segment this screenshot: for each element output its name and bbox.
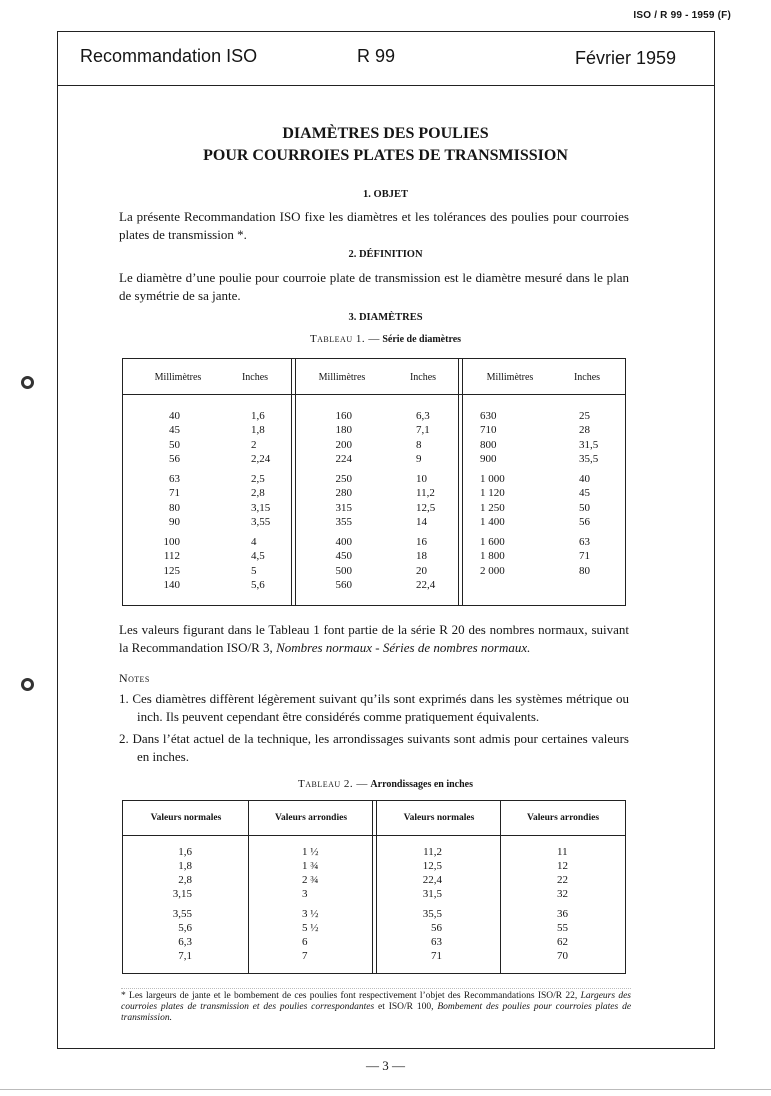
table1-cell-millimetres: 630 [480, 410, 497, 422]
table2-column-divider [372, 800, 373, 974]
table1-header-cell: Millimètres [154, 372, 202, 383]
table1-cell-millimetres: 160 [335, 410, 352, 422]
table1-cell-inches: 3,55 [251, 515, 271, 528]
table1-cell-inches: 1,8 [251, 424, 265, 437]
table1-cell-inches: 2 [251, 438, 257, 451]
recommendation-label: Recommandation ISO [80, 46, 258, 66]
table1-header-cell: Inches [409, 372, 437, 383]
table1-cell-inches: 31,5 [579, 438, 599, 451]
table1-cell-inches: 12,5 [416, 501, 436, 514]
table2-cell-normal-value: 63 [431, 936, 442, 948]
document-title-line1: DIAMÈTRES DES POULIES [282, 125, 489, 142]
table1-cell-inches: 71 [579, 550, 590, 563]
table1-cell-millimetres: 50 [169, 438, 180, 451]
table2-cell-rounded-value: 32 [557, 888, 568, 900]
table1-cell-millimetres: 450 [335, 550, 352, 563]
footnote-reference-22: Largeurs des courroies plates de transmission et des poulies correspondantes [121, 991, 631, 1012]
table1-cell-millimetres: 315 [335, 501, 352, 514]
table1-column-divider [291, 358, 292, 606]
table1-remark [119, 621, 629, 657]
table1-cell-millimetres: 900 [480, 452, 497, 465]
table1-cell-millimetres: 355 [335, 515, 352, 528]
table1-cell-inches: 5,6 [251, 578, 265, 591]
table1-cell-inches: 11,2 [416, 487, 435, 500]
table2-cell-normal-value: 3,15 [172, 888, 192, 900]
table1-cell-inches: 2,5 [251, 473, 265, 485]
table2-cell-rounded-value: 22 [557, 874, 568, 886]
table1-cell-millimetres: 1 800 [480, 550, 505, 563]
table1-cell-millimetres: 63 [169, 473, 180, 485]
document-reference: ISO / R 99 - 1959 (F) [633, 10, 731, 21]
table2-cell-normal-value: 22,4 [422, 874, 442, 886]
table1-cell-millimetres: 45 [169, 424, 180, 437]
table2-caption-label: Tableau 2. — [297, 778, 368, 790]
footnote-text: et ISO/R 100, [378, 1002, 434, 1012]
table1-cell-millimetres: 71 [169, 487, 180, 500]
table1-cell-inches: 25 [579, 410, 590, 422]
table1-cell-millimetres: 560 [335, 578, 352, 591]
table1-cell-inches: 35,5 [579, 452, 599, 465]
table2-cell-rounded-value: 2 ¾ [302, 874, 319, 886]
table2-cell-normal-value: 11,2 [423, 846, 442, 858]
table1-cell-inches: 22,4 [416, 578, 436, 591]
table1-cell-millimetres: 80 [169, 501, 180, 514]
table1-cell-millimetres: 40 [169, 410, 180, 422]
table1-cell-millimetres: 56 [169, 452, 180, 465]
table1-cell-inches: 16 [416, 536, 427, 548]
footnote [121, 991, 631, 1024]
table2-cell-rounded-value: 6 [302, 936, 308, 948]
table1-cell-inches: 50 [579, 501, 590, 514]
table1-caption [0, 333, 771, 345]
table2-cell-rounded-value: 11 [557, 846, 568, 858]
table2-cell-rounded-value: 3 [302, 888, 308, 900]
table1-cell-millimetres: 1 400 [480, 515, 505, 528]
table1-column-divider [295, 358, 296, 606]
table1-cell-millimetres: 1 600 [480, 536, 505, 548]
table2-cell-normal-value: 6,3 [178, 936, 192, 948]
table1-cell-inches: 10 [416, 473, 427, 485]
table1-cell-inches: 2,24 [251, 452, 271, 465]
table1-cell-millimetres: 180 [335, 424, 352, 437]
table1-cell-inches: 7,1 [416, 424, 430, 437]
table2-cell-rounded-value: 5 ½ [302, 922, 319, 934]
table2-cell-normal-value: 1,6 [178, 846, 192, 858]
table1-cell-inches: 28 [579, 424, 590, 437]
table1-header-cell: Inches [573, 372, 601, 383]
table2-cell-normal-value: 56 [431, 922, 442, 934]
recommendation-date: Février 1959 [575, 48, 677, 68]
table1-cell-inches: 4 [251, 536, 257, 548]
table1-header-cell: Millimètres [318, 372, 366, 383]
table1-caption-label: Tableau 1. — [309, 333, 380, 345]
table1-cell-inches: 5 [251, 564, 257, 577]
table1-cell-millimetres: 90 [169, 515, 180, 528]
table2-cell-rounded-value: 55 [557, 922, 568, 934]
table2-cell-rounded-value: 36 [557, 908, 568, 920]
table1-cell-inches: 18 [416, 550, 427, 563]
table1-remark-reference: Nombres normaux - Séries de nombres normaux. [276, 640, 531, 655]
table1-cell-millimetres: 1 250 [480, 501, 505, 514]
footnote-text: * Les largeurs de jante et le bombement de ces poulies font respectivement l’objet des Recommandations ISO/R 22, [121, 991, 578, 1001]
table1-cell-inches: 56 [579, 515, 590, 528]
table2-header-divider [122, 835, 626, 836]
table1-cell-inches: 2,8 [251, 487, 265, 500]
footnote-rule [121, 988, 631, 989]
table2-cell-normal-value: 2,8 [178, 874, 192, 886]
table2-header-cell: Valeurs normales [150, 813, 222, 823]
table1-cell-millimetres: 1 120 [480, 487, 505, 500]
table2-cell-rounded-value: 70 [557, 950, 568, 962]
section-heading-definition: 2. DÉFINITION [348, 249, 423, 260]
table2-cell-rounded-value: 12 [557, 860, 568, 872]
section-text-objet: La présente Recommandation ISO fixe les diamètres et les tolérances des poulies pour courroies plates de transmission *. [119, 209, 629, 242]
table1-cell-millimetres: 100 [163, 536, 180, 548]
table2-caption-title: Arrondissages en inches [370, 779, 474, 790]
table2-column-divider [376, 800, 377, 974]
table1-cell-millimetres: 710 [480, 424, 497, 437]
table2-column-divider [248, 800, 249, 974]
table1-header-divider [122, 394, 626, 395]
table1-cell-millimetres: 224 [335, 452, 352, 465]
table2-header-cell: Valeurs normales [403, 813, 475, 823]
page-number: — 3 — [366, 1058, 405, 1073]
table1-cell-inches: 1,6 [251, 410, 265, 422]
table1-cell-millimetres: 500 [335, 564, 352, 577]
table1-cell-inches: 3,15 [251, 501, 271, 514]
table1-cell-millimetres: 112 [163, 550, 180, 563]
binder-hole-icon [21, 376, 34, 389]
table1-cell-millimetres: 1 000 [480, 473, 505, 485]
table2-cell-normal-value: 3,55 [172, 908, 192, 920]
table2-cell-rounded-value: 3 ½ [302, 908, 319, 920]
binder-hole-icon [21, 678, 34, 691]
header-divider [57, 85, 715, 86]
table1-cell-millimetres: 800 [480, 438, 497, 451]
table2-cell-normal-value: 1,8 [178, 860, 192, 872]
table1-cell-inches: 40 [579, 473, 590, 485]
table2-inch-rounding [122, 800, 626, 974]
table1-cell-millimetres: 200 [335, 438, 352, 451]
table1-cell-millimetres: 140 [163, 578, 180, 591]
section-heading-objet: 1. OBJET [363, 189, 408, 200]
note-item-1: 1. Ces diamètres diffèrent légèrement suivant qu’ils sont exprimés dans les systèmes métrique ou inch. Ils peuvent cependant être considérés comme pratiquement équivalents. [119, 691, 629, 724]
table1-header-cell: Millimètres [486, 372, 534, 383]
table2-column-divider [500, 800, 501, 974]
table2-header-cell: Valeurs arrondies [274, 813, 348, 823]
table2-header-cell: Valeurs arrondies [526, 813, 600, 823]
note-item-2: 2. Dans l’état actuel de la technique, les arrondissages suivants sont admis pour certaines valeurs en inches. [119, 731, 629, 764]
table1-column-divider [458, 358, 459, 606]
table1-cell-inches: 8 [416, 438, 422, 451]
table2-cell-normal-value: 71 [431, 950, 442, 962]
table1-caption-title: Série de diamètres [382, 334, 462, 345]
table1-cell-inches: 20 [416, 564, 427, 577]
recommendation-number: R 99 [357, 46, 396, 66]
table1-remark-text: Les valeurs figurant dans le Tableau 1 font partie de la série R 20 des nombres normaux, suivant la Recommandation ISO/R 3, [119, 622, 629, 655]
table1-cell-millimetres: 400 [335, 536, 352, 548]
table1-cell-inches: 45 [579, 487, 590, 500]
scan-edge-line [0, 1089, 771, 1090]
table1-diameter-series [122, 358, 626, 606]
document-title-line2: POUR COURROIES PLATES DE TRANSMISSION [203, 147, 568, 164]
table1-cell-millimetres: 280 [335, 487, 352, 500]
section-text-definition: Le diamètre d’une poulie pour courroie plate de transmission est le diamètre mesuré dans le plan de symétrie de sa jante. [119, 270, 629, 303]
table2-caption [0, 778, 771, 790]
table1-cell-millimetres: 250 [335, 473, 352, 485]
table1-cell-inches: 4,5 [251, 550, 265, 563]
table1-cell-millimetres: 125 [163, 564, 180, 577]
table2-cell-normal-value: 31,5 [422, 888, 442, 900]
table2-cell-rounded-value: 7 [302, 950, 308, 962]
table2-cell-normal-value: 5,6 [178, 922, 192, 934]
table1-cell-millimetres: 2 000 [480, 564, 505, 577]
table1-header-cell: Inches [241, 372, 269, 383]
table2-cell-normal-value: 35,5 [422, 908, 442, 920]
table1-column-divider [462, 358, 463, 606]
table1-cell-inches: 80 [579, 564, 590, 577]
notes-heading: Notes [119, 671, 150, 685]
table1-cell-inches: 6,3 [416, 410, 430, 422]
section-heading-diametres: 3. DIAMÈTRES [348, 312, 423, 323]
table2-cell-rounded-value: 62 [557, 936, 568, 948]
table2-cell-rounded-value: 1 ¾ [302, 860, 319, 872]
table2-cell-rounded-value: 1 ½ [302, 846, 319, 858]
table2-cell-normal-value: 7,1 [178, 950, 192, 962]
table1-cell-inches: 14 [416, 515, 427, 528]
table2-cell-normal-value: 12,5 [422, 860, 442, 872]
table1-cell-inches: 63 [579, 536, 590, 548]
footnote-reference-100: Bombement des poulies pour courroies plates de transmission. [121, 1002, 632, 1023]
table1-cell-inches: 9 [416, 452, 422, 465]
